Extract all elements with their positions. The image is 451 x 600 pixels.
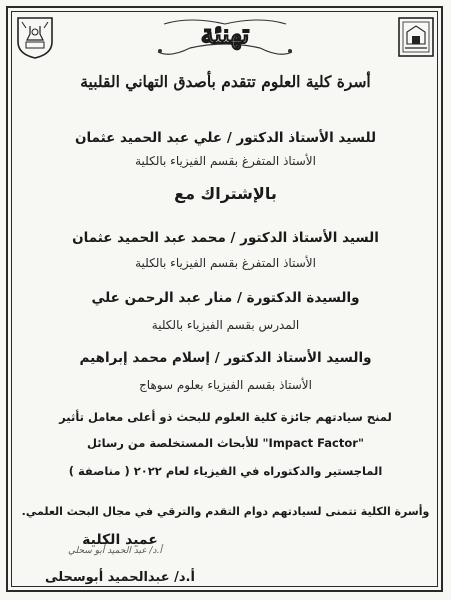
banner-title: تهنئة	[200, 20, 250, 50]
honoree-4-name: والسيد الأستاذ الدكتور / إسلام محمد إبراهيم	[79, 350, 372, 366]
award-line-2: "Impact Factor" للأبحاث المستخلصة من رسائل	[87, 436, 364, 450]
university-logo-icon	[395, 14, 437, 60]
joint-label: بالإشتراك مع	[174, 184, 277, 203]
congratulations-banner	[150, 18, 300, 58]
honoree-4-position: الأستاذ بقسم الفيزياء بعلوم سوهاج	[139, 378, 312, 392]
signatory-name: أ.د/ عبدالحميد أبوسحلى	[45, 570, 195, 585]
faculty-logo-icon	[14, 14, 56, 60]
wishes-text: وأسرة الكلية تتمنى لسيادتهم دوام التقدم والترقي في مجال البحث العلمي.	[21, 505, 430, 518]
handwritten-signature: أ.د/ عبد الحميد أبو سحلي	[68, 546, 162, 556]
award-line-3: الماجستير والدكتوراه في الفيزياء لعام ٢٠٢٢ ( مناصفة )	[68, 464, 383, 478]
honoree-3-name: والسيدة الدكتورة / منار عبد الرحمن علي	[91, 290, 360, 306]
honoree-1-position: الأستاذ المتفرغ بقسم الفيزياء بالكلية	[135, 154, 316, 168]
signature-title: عميد الكلية	[82, 532, 158, 548]
honoree-2-name: السيد الأستاذ الدكتور / محمد عبد الحميد عثمان	[72, 230, 379, 246]
honoree-2-position: الأستاذ المتفرغ بقسم الفيزياء بالكلية	[135, 256, 316, 270]
honoree-3-position: المدرس بقسم الفيزياء بالكلية	[151, 318, 300, 332]
headline: أسرة كلية العلوم تتقدم بأصدق التهاني القلبية	[80, 72, 371, 91]
honoree-1-name: للسيد الأستاذ الدكتور / علي عبد الحميد عثمان	[74, 130, 377, 146]
award-line-1: لمنح سيادتهم جائزة كلية العلوم للبحث ذو أعلى معامل تأثير	[59, 410, 392, 424]
